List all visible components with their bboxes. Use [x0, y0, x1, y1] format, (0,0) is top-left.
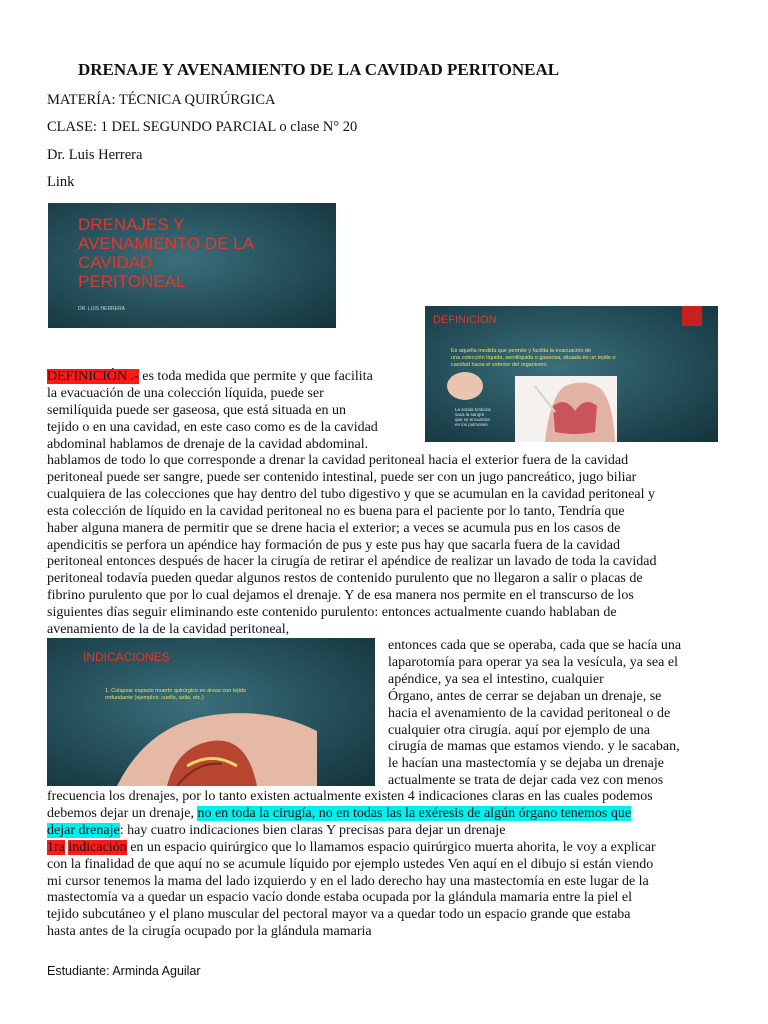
paragraph-line: apendicitis se perfora un apéndice hay formación de pus y este pus hay que sacarla fuera de la cavidad [47, 537, 620, 553]
continuation-line: mastectomía va a quedar un espacio vacío donde estaba ocupada por la glándula mamaria entre la piel el [47, 890, 633, 906]
right-column-text [388, 638, 681, 790]
definition-label: DEFINICIÓN .- [47, 369, 139, 384]
definition-first-line: es toda medida que permite y que facilita [138, 369, 373, 384]
link[interactable]: Link [47, 174, 75, 190]
continuation-line: tejido subcutáneo y el plano muscular del pectoral mayor va a quedar todo un espacio grande que estaba [47, 907, 631, 923]
right-column-line: apéndice, ya sea el intestino, cualquier [388, 671, 604, 687]
right-column-line: cualquier otra cirugía. aquí por ejemplo de una [388, 722, 651, 738]
paragraph-line: hablamos de todo lo que corresponde a drenar la cavidad peritoneal hacia el exterior fuera de la cavidad [47, 453, 629, 468]
right-column-line: hacia el avenamiento de la cavidad peritoneal o de [388, 705, 671, 721]
paragraph-line: esta colección de líquido en la cavidad peritoneal no es buena para el paciente por lo tanto, Tendría que [47, 503, 625, 519]
continuation-line: mi cursor tenemos la mama del lado izquierdo y en el lado derecho hay una mastectomía en este lugar de la [47, 873, 649, 889]
paragraph-line: peritoneal puede ser sangre, puede ser contenido intestinal, puede ser con un jugo pancreático, jugo biliar [47, 469, 637, 485]
slide-indications-bullets: 1. Colapsar espacio muerto quirúrgico en áreas con tejido redundante (ejemplos: cuello, axila, etc.) [105, 688, 246, 701]
paragraph-line: fibrino purulento que por lo cual dejamos el drenaje. Y de esa manera nos permite en el transcurso de los [47, 588, 634, 604]
mastectomy-illustration [117, 706, 317, 786]
continuation-line: dejar drenaje: hay cuatro indicaciones bien claras Y precisas para dejar un drenaje [47, 822, 506, 838]
right-column-line: actualmente se trata de dejar cada vez con menos [388, 773, 664, 789]
right-column-line: laparotomía para operar ya sea la vesícula, ya sea el [388, 654, 678, 670]
continuation-line: frecuencia los drenajes, por lo tanto existen actualmente existen 4 indicaciones claras en las cuales podemos [47, 789, 653, 804]
cyan-highlight: dejar drenaje [47, 822, 120, 838]
slide-definition-title: DEFINICION [433, 314, 497, 326]
class-line: CLASE: 1 DEL SEGUNDO PARCIAL o clase N° 20 [47, 119, 358, 135]
slide-indications-title: INDICACIONES [83, 650, 170, 664]
definition-line: abdominal hablamos de drenaje de la cavidad abdominal. [47, 436, 369, 452]
paragraph-line: peritoneal entonces después de hacer la cirugía de retirar el apéndice de realizar un lavado de toda la cavidad [47, 554, 657, 570]
definition-line: semilíquida puede ser gaseosa, que está situada en un [47, 402, 346, 418]
teacher-line: Dr. Luis Herrera [47, 147, 143, 163]
slide-title-image [48, 203, 336, 328]
continuation-line: debemos dejar un drenaje, no en toda la cirugía, no en todas las la exéresis de algún órgano tenemos que [47, 805, 632, 821]
right-column-line: entonces cada que se operaba, cada que se hacía una [388, 638, 682, 653]
paragraph-line: cualquiera de las colecciones que hay dentro del tubo digestivo y que se acumulan en la cavidad peritoneal y [47, 486, 655, 502]
subject-line: MATERÍA: TÉCNICA QUIRÚRGICA [47, 92, 276, 108]
cyan-highlight: no en toda la cirugía, no en todas las la exéresis de algún órgano tenemos que [197, 805, 632, 821]
chest-drain-illustration [425, 366, 718, 442]
slide-author: DR. LUIS HERRERA [78, 306, 125, 312]
document-title: DRENAJE Y AVENAMIENTO DE LA CAVIDAD PERITONEAL [78, 60, 560, 79]
right-column-line: le hacían una mastectomía y se dejaba un drenaje [388, 756, 664, 772]
paragraph-line: peritoneal todavía pueden quedar algunos restos de contenido purulento que no llegaron a salir o placas de [47, 571, 643, 587]
slide-indications-image [47, 638, 375, 786]
right-column-line: cirugía de mamas que estamos viendo. y le sacaban, [388, 739, 680, 755]
slide-accent-square [682, 306, 702, 326]
continuation-line: con la finalidad de que aquí no se acumule líquido por ejemplo ustedes Ven aquí en el dibujo si están viendo [47, 856, 654, 872]
continuation-line: hasta antes de la cirugía ocupado por la glándula mamaria [47, 924, 372, 940]
slide-definition-caption: La sonda torácica saca la sangre que se encuentra en los pulmones [455, 407, 491, 427]
right-column-line: Órgano, antes de cerrar se dejaban un drenaje, se [388, 688, 662, 704]
paragraph-line: avenamiento de la de la cavidad peritoneal, [47, 622, 290, 638]
definition-line: tejido o en una cavidad, en este caso como es de la cavidad [47, 419, 378, 435]
slide-definition-bullets: Es aquella medida que permite y facilita la evacuación de una colección líquida, semilíquida o gaseosa, situada en un tejido o cavidad hacia el exterior del organismo. [451, 348, 616, 368]
continuation-paragraph [47, 789, 656, 941]
slide-definition-image [425, 306, 718, 442]
slide-title-text: DRENAJES Y AVENAMIENTO DE LA CAVIDAD PERITONEAL [78, 215, 255, 291]
student-footer: Estudiante: Arminda Aguilar [47, 964, 201, 978]
paragraph-line: siguientes días seguir eliminando este contenido purulento: entonces actualmente cuando hablaban de [47, 605, 617, 621]
first-indication-label: 1ra [47, 839, 65, 855]
first-indication-label: indicación [68, 839, 127, 855]
continuation-line: 1ra indicación en un espacio quirúrgico que lo llamamos espacio quirúrgico muerta ahorita, le voy a explicar [47, 839, 656, 855]
main-paragraph [47, 453, 656, 639]
definition-block [47, 369, 378, 454]
paragraph-line: haber alguna manera de permitir que se drene hacia el exterior; a veces se acumula pus en los casos de [47, 520, 621, 536]
definition-line: la evacuación de una colección líquida, puede ser [47, 385, 324, 401]
